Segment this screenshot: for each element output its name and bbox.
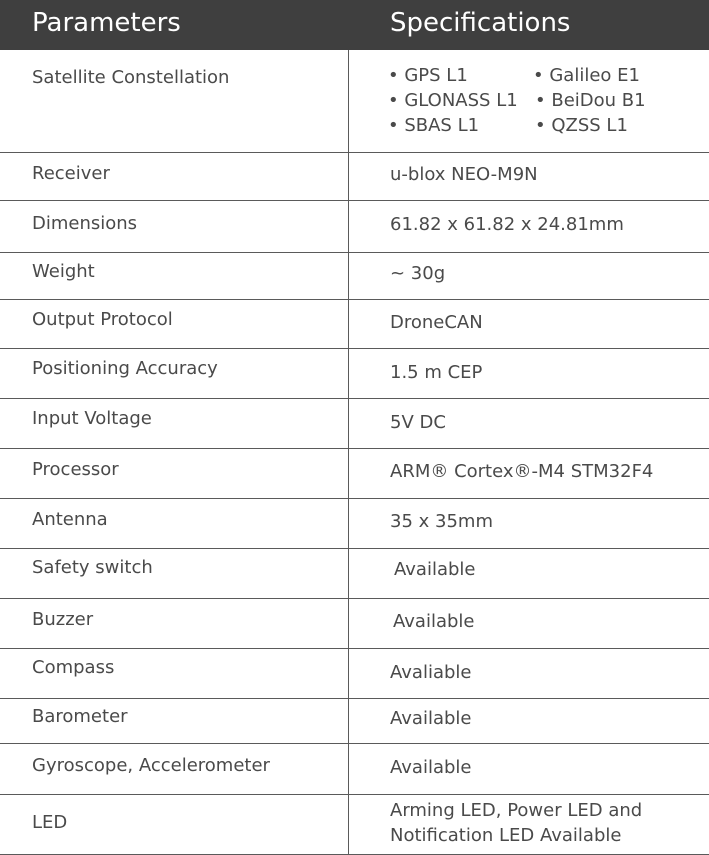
spec-value: ~ 30g [390,263,446,284]
param-satellite-constellation: Satellite Constellation [32,67,230,88]
spec-value: ARM® Cortex®-M4 STM32F4 [390,461,654,482]
spec-value: 61.82 x 61.82 x 24.81mm [390,214,624,235]
spec-value: Available [393,611,475,632]
table-row [0,349,709,399]
param-label: Output Protocol [32,309,173,330]
spec-value: Available [390,757,472,778]
param-label: Weight [32,261,95,282]
satellite-item: • GPS L1 [388,65,468,86]
table-row [0,153,709,201]
param-label: Buzzer [32,609,94,630]
table-row [0,201,709,253]
param-label: Processor [32,459,119,480]
satellite-item: • SBAS L1 [388,115,480,136]
param-label: Receiver [32,163,110,184]
spec-value-line2: Notification LED Available [390,825,622,846]
table-row-led [0,795,709,855]
table-row [0,300,709,349]
table-row [0,649,709,699]
table-header [0,0,709,50]
param-label: Dimensions [32,213,138,234]
param-label: Barometer [32,706,128,727]
table-row [0,744,709,795]
param-label: Positioning Accuracy [32,358,218,379]
table-row [0,499,709,549]
header-specifications: Specifications [390,8,571,38]
param-label: Compass [32,657,115,678]
table-row [0,549,709,599]
table-row [0,699,709,744]
satellite-item: • QZSS L1 [535,115,628,136]
spec-value: 5V DC [390,412,446,433]
spec-value-line1: Arming LED, Power LED and [390,800,643,821]
satellite-item: • GLONASS L1 [388,90,518,111]
spec-value: 35 x 35mm [390,511,493,532]
satellite-item: • Galileo E1 [533,65,640,86]
spec-value: Available [394,559,476,580]
spec-value: 1.5 m CEP [390,362,483,383]
spec-value: Available [390,708,472,729]
satellite-item: • BeiDou B1 [535,90,646,111]
param-label: LED [32,812,68,833]
header-parameters: Parameters [32,8,181,38]
param-label: Input Voltage [32,408,152,429]
spec-value: Avaliable [390,662,472,683]
param-label: Antenna [32,509,108,530]
table-row [0,399,709,449]
table-row [0,449,709,499]
table-row [0,253,709,300]
table-row [0,599,709,649]
param-label: Safety switch [32,557,153,578]
table-row-satellite [0,50,709,153]
spec-value: DroneCAN [390,312,483,333]
spec-value: u-blox NEO-M9N [390,164,538,185]
param-label: Gyroscope, Accelerometer [32,755,270,776]
